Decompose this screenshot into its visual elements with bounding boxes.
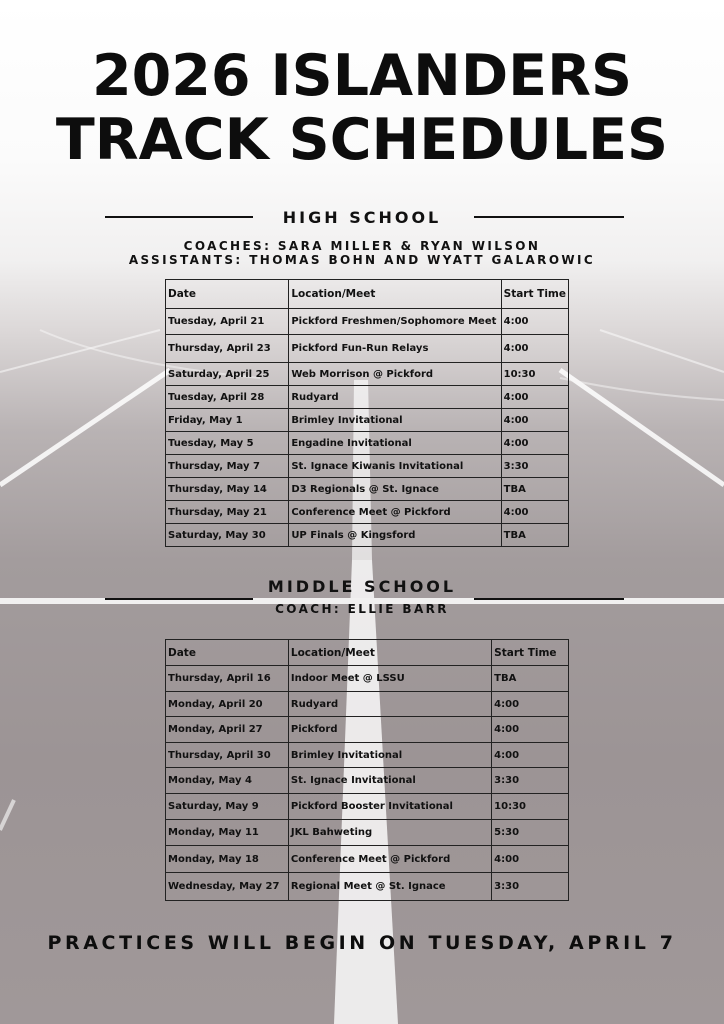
start-time-cell: 3:30 [492,768,569,794]
location-cell: UP Finals @ Kingsford [289,524,501,547]
start-time-cell: 3:30 [501,455,568,478]
column-header-location: Location/Meet [288,640,491,666]
table-row [166,717,569,743]
location-cell: Pickford Fun-Run Relays [289,335,501,363]
table-row [166,768,569,794]
start-time-cell: 4:00 [501,309,568,335]
location-cell: Conference Meet @ Pickford [289,501,501,524]
location-cell: St. Ignace Kiwanis Invitational [289,455,501,478]
date-cell: Tuesday, April 21 [166,309,289,335]
table-row [166,455,569,478]
date-cell: Monday, April 20 [166,692,289,717]
column-header-start-time: Start Time [492,640,569,666]
start-time-cell: 10:30 [492,794,569,820]
date-cell: Saturday, May 9 [166,794,289,820]
table-row [166,478,569,501]
column-header-location: Location/Meet [289,280,501,309]
title-line-1: 2026 ISLANDERS [91,43,633,109]
table-row [166,386,569,409]
table-row [166,309,569,335]
start-time-cell: 4:00 [492,692,569,717]
date-cell: Monday, May 18 [166,846,289,873]
table-header-row [166,640,569,666]
date-cell: Thursday, April 30 [166,743,289,768]
location-cell: Indoor Meet @ LSSU [288,666,491,692]
table-row [166,846,569,873]
location-cell: Rudyard [288,692,491,717]
middle-school-heading: MIDDLE SCHOOL [267,577,457,596]
location-cell: Pickford [288,717,491,743]
start-time-cell: 5:30 [492,820,569,846]
date-cell: Tuesday, May 5 [166,432,289,455]
date-cell: Saturday, May 30 [166,524,289,547]
start-time-cell: 4:00 [492,846,569,873]
location-cell: Web Morrison @ Pickford [289,363,501,386]
table-row [166,409,569,432]
date-cell: Monday, May 4 [166,768,289,794]
start-time-cell: 3:30 [492,873,569,901]
high-school-coaches: COACHES: SARA MILLER & RYAN WILSON [183,239,541,253]
start-time-cell: TBA [492,666,569,692]
location-cell: Pickford Booster Invitational [288,794,491,820]
location-cell: Brimley Invitational [289,409,501,432]
start-time-cell: 4:00 [501,432,568,455]
column-header-date: Date [166,640,289,666]
date-cell: Friday, May 1 [166,409,289,432]
divider-left [105,598,253,600]
start-time-cell: 4:00 [501,386,568,409]
table-row [166,666,569,692]
date-cell: Thursday, May 21 [166,501,289,524]
start-time-cell: 4:00 [492,717,569,743]
table-row [166,363,569,386]
start-time-cell: 4:00 [501,501,568,524]
date-cell: Thursday, April 23 [166,335,289,363]
location-cell: Engadine Invitational [289,432,501,455]
location-cell: Regional Meet @ St. Ignace [288,873,491,901]
date-cell: Tuesday, April 28 [166,386,289,409]
date-cell: Thursday, April 16 [166,666,289,692]
column-header-start-time: Start Time [501,280,568,309]
location-cell: Rudyard [289,386,501,409]
column-header-date: Date [166,280,289,309]
table-row [166,820,569,846]
table-row [166,432,569,455]
table-row [166,692,569,717]
table-row [166,335,569,363]
location-cell: Conference Meet @ Pickford [288,846,491,873]
table-row [166,743,569,768]
location-cell: JKL Bahweting [288,820,491,846]
start-time-cell: TBA [501,478,568,501]
table-row [166,524,569,547]
start-time-cell: 4:00 [501,335,568,363]
date-cell: Wednesday, May 27 [166,873,289,901]
table-header-row [166,280,569,309]
start-time-cell: 4:00 [492,743,569,768]
high-school-heading: HIGH SCHOOL [282,208,442,227]
location-cell: St. Ignace Invitational [288,768,491,794]
practice-start-notice: PRACTICES WILL BEGIN ON TUESDAY, APRIL 7 [47,932,677,954]
start-time-cell: 10:30 [501,363,568,386]
start-time-cell: TBA [501,524,568,547]
table-row [166,873,569,901]
middle-school-schedule-table [165,639,569,901]
date-cell: Thursday, May 7 [166,455,289,478]
table-row [166,501,569,524]
location-cell: Pickford Freshmen/Sophomore Meet [289,309,501,335]
location-cell: Brimley Invitational [288,743,491,768]
location-cell: D3 Regionals @ St. Ignace [289,478,501,501]
date-cell: Saturday, April 25 [166,363,289,386]
date-cell: Monday, April 27 [166,717,289,743]
date-cell: Monday, May 11 [166,820,289,846]
divider-right [474,598,624,600]
table-row [166,794,569,820]
date-cell: Thursday, May 14 [166,478,289,501]
high-school-schedule-table [165,279,569,547]
middle-school-coach: COACH: ELLIE BARR [275,602,449,616]
page-title [0,44,724,172]
start-time-cell: 4:00 [501,409,568,432]
high-school-assistants: ASSISTANTS: THOMAS BOHN AND WYATT GALAROWIC [128,253,596,267]
title-line-2: TRACK SCHEDULES [55,107,669,173]
